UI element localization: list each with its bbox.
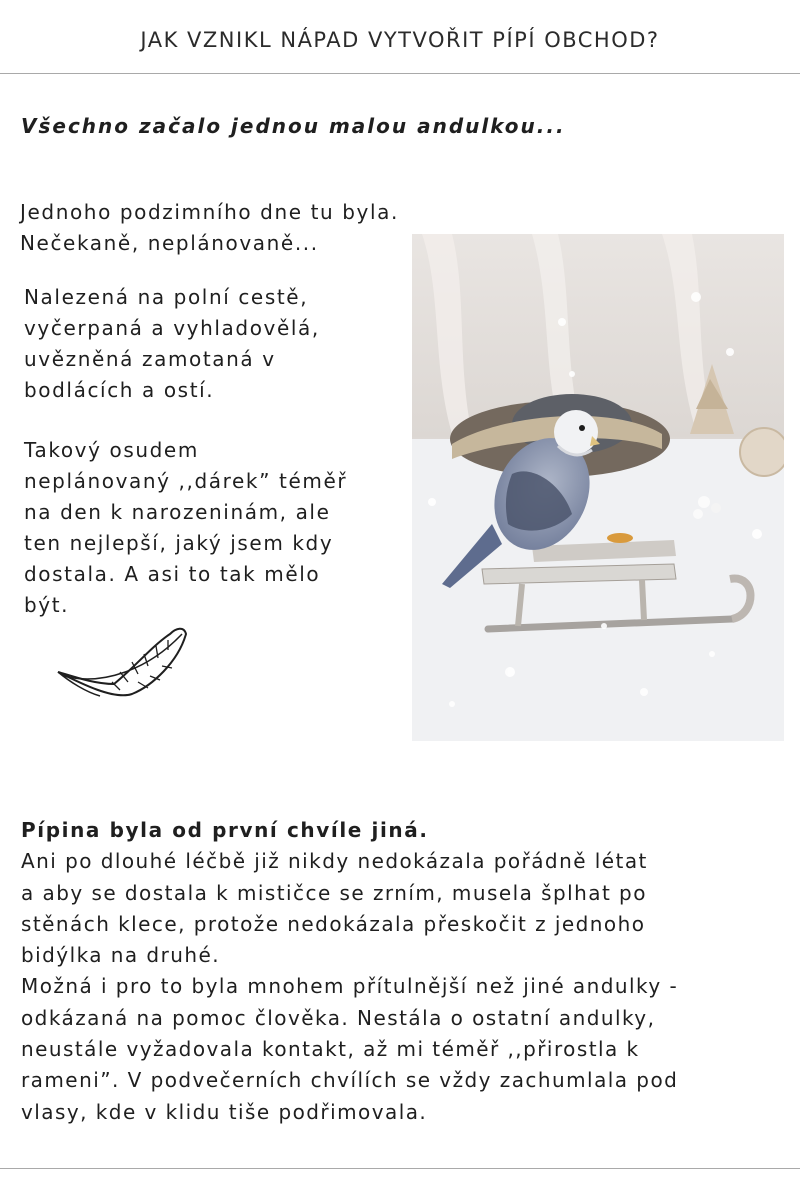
intro-paragraph-2 (24, 282, 320, 406)
footer-divider (0, 1168, 800, 1169)
story-line: Možná i pro to byla mnohem přítulnější než jiné andulky - (21, 974, 679, 999)
intro-paragraph-3 (24, 435, 347, 621)
intro-paragraph-1 (20, 197, 399, 259)
story-heading: Pípina byla od první chvíle jiná. (21, 818, 429, 842)
budgie-photo (412, 234, 784, 741)
text-line: uvězněná zamotaná v (24, 347, 276, 371)
text-line: bodlácích a ostí. (24, 378, 215, 402)
story-section (21, 815, 781, 1128)
story-line: stěnách klece, protože nedokázala přeskočit z jednoho (21, 911, 646, 936)
text-line: být. (24, 593, 70, 617)
story-line: odkázaná na pomoc člověka. Nestála o ostatní andulky, (21, 1005, 656, 1030)
intro-heading: Všechno začalo jednou malou andulkou... (21, 114, 566, 138)
text-line: vyčerpaná a vyhladovělá, (24, 316, 320, 340)
feather-icon (52, 622, 192, 716)
story-line: neustále vyžadovala kontakt, až mi téměř ,,přirostla k (21, 1037, 640, 1062)
story-line: vlasy, kde v klidu tiše podřimovala. (21, 1099, 428, 1124)
text-line: neplánovaný ,,dárek” téměř (24, 469, 348, 493)
story-line: rameni”. V podvečerních chvílích se vždy zachumlala pod (21, 1068, 679, 1093)
page-title: JAK VZNIKL NÁPAD VYTVOŘIT PÍPÍ OBCHOD? (140, 28, 660, 52)
header-divider (0, 73, 800, 74)
story-line: bidýlka na druhé. (21, 943, 221, 968)
text-line: na den k narozeninám, ale (24, 500, 331, 524)
text-line: dostala. A asi to tak mělo (24, 562, 321, 586)
text-line: ten nejlepší, jaký jsem kdy (24, 531, 334, 555)
story-line: Ani po dlouhé léčbě již nikdy nedokázala pořádně létat (21, 849, 648, 874)
text-line: Takový osudem (24, 438, 199, 462)
story-line: a aby se dostala k mističce se zrním, musela šplhat po (21, 880, 647, 905)
text-line: Jednoho podzimního dne tu byla. (20, 200, 399, 224)
text-line: Nalezená na polní cestě, (24, 285, 309, 309)
text-line: Nečekaně, neplánovaně... (20, 231, 319, 255)
